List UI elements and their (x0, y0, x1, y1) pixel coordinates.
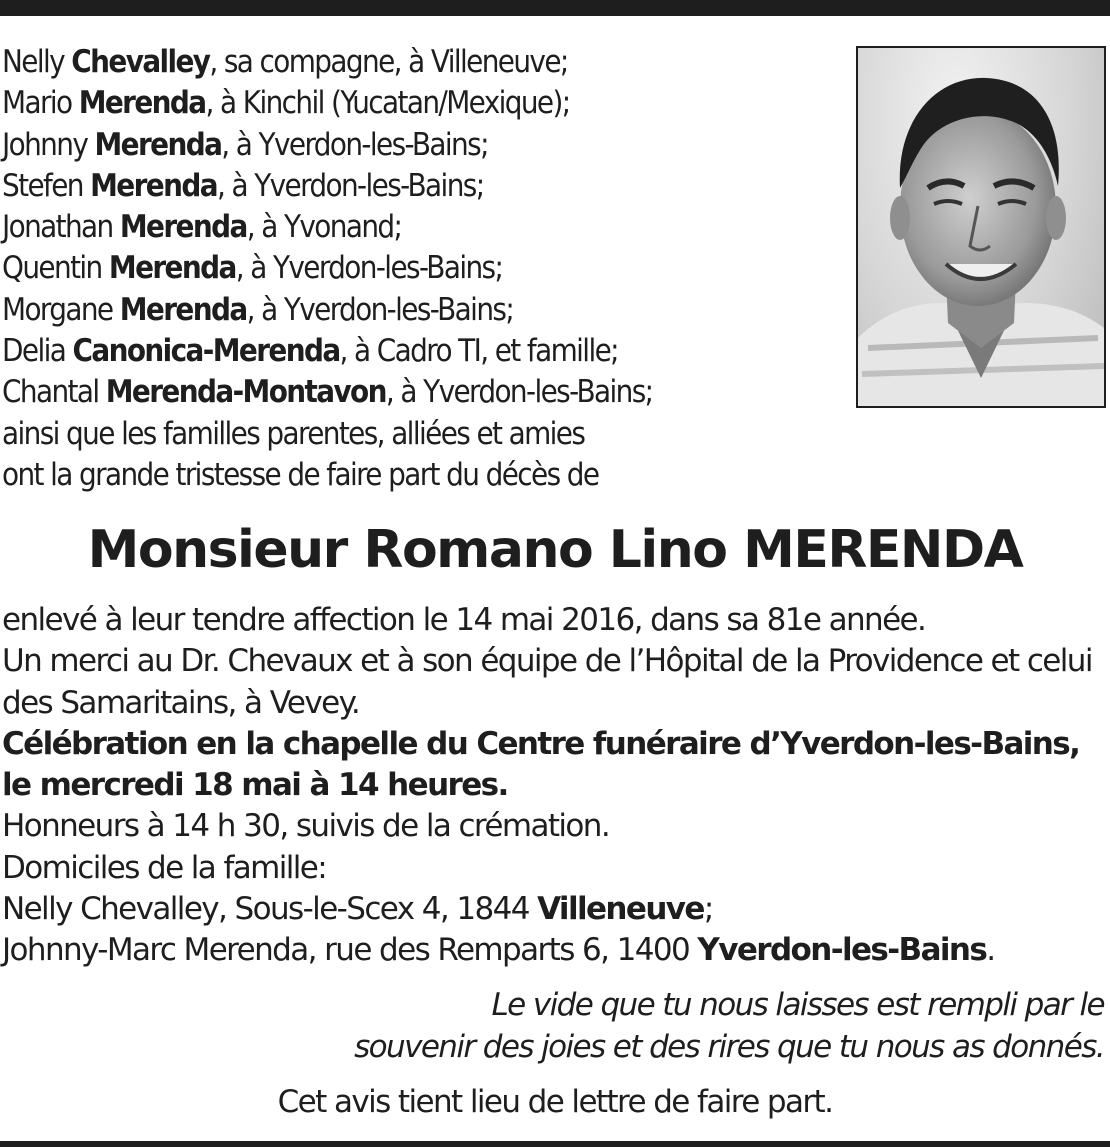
mourner-line: Chantal Merenda-Montavon, à Yverdon-les-Bains; (2, 374, 653, 411)
portrait-photo (856, 46, 1106, 408)
notice-body (2, 600, 1108, 972)
quote-line: souvenir des joies et des rires que tu nous as donnés. (354, 1029, 1104, 1065)
bottom-rule (0, 1141, 1110, 1147)
top-rule (0, 0, 1110, 16)
thanks-paragraph: Un merci au Dr. Chevaux et à son équipe de l’Hôpital de la Providence et celui des Samaritains, à Vevey. (2, 643, 1092, 721)
domicile-line: Johnny-Marc Merenda, rue des Remparts 6, 1400 Yverdon-les-Bains. (2, 932, 995, 969)
intro-line: ont la grande tristesse de faire part du décès de (2, 456, 599, 493)
honours-line: Honneurs à 14 h 30, suivis de la crémation. (2, 808, 610, 845)
mourner-line: Stefen Merenda, à Yverdon-les-Bains; (2, 167, 484, 204)
mourners-list (2, 42, 842, 496)
mourner-line: Mario Merenda, à Kinchil (Yucatan/Mexique); (2, 85, 570, 122)
mourner-line: Delia Canonica-Merenda, à Cadro TI, et famille; (2, 333, 618, 370)
memorial-quote (284, 984, 1104, 1068)
domiciles-label: Domiciles de la famille: (2, 849, 327, 886)
mourner-line: Quentin Merenda, à Yverdon-les-Bains; (2, 250, 503, 287)
domicile-line: Nelly Chevalley, Sous-le-Scex 4, 1844 Villeneuve; (2, 891, 713, 928)
intro-line: ainsi que les familles parentes, alliées et amies (2, 415, 585, 452)
ceremony-line: Célébration en la chapelle du Centre funéraire d’Yverdon-les-Bains, (2, 725, 1080, 762)
mourner-line: Nelly Chevalley, sa compagne, à Villeneuve; (2, 44, 568, 80)
quote-line: Le vide que tu nous laisses est rempli par le (491, 987, 1104, 1023)
mourner-line: Johnny Merenda, à Yverdon-les-Bains; (2, 126, 488, 163)
mourner-line: Morgane Merenda, à Yverdon-les-Bains; (2, 291, 514, 328)
ceremony-line: le mercredi 18 mai à 14 heures. (2, 767, 508, 804)
closing-note: Cet avis tient lieu de lettre de faire part. (277, 1084, 833, 1120)
deceased-name: Monsieur Romano Lino MERENDA (87, 520, 1023, 580)
mourner-line: Jonathan Merenda, à Yvonand; (2, 209, 402, 246)
passing-line: enlevé à leur tendre affection le 14 mai 2016, dans sa 81e année. (2, 602, 926, 638)
